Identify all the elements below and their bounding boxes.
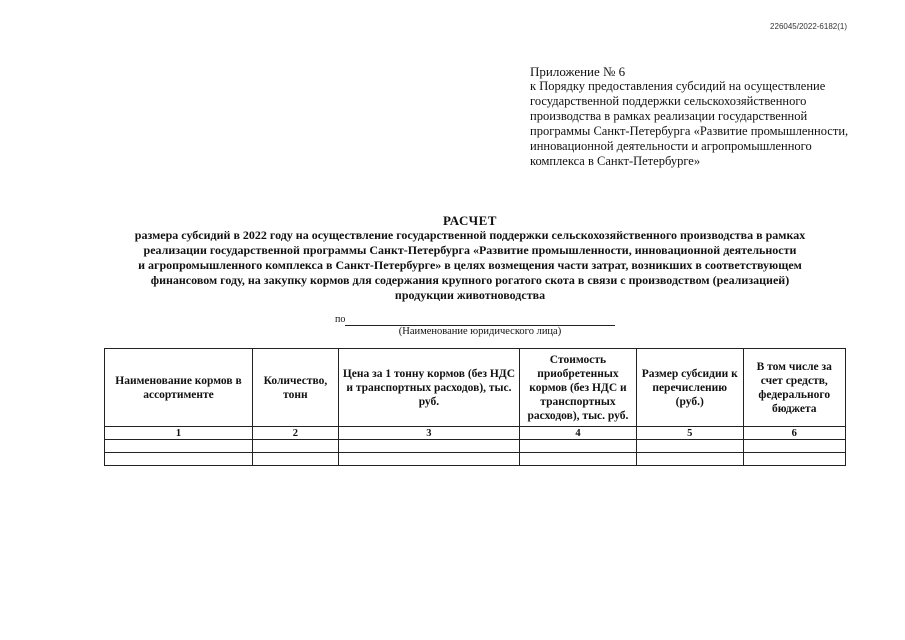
table-cell xyxy=(252,440,338,453)
column-index: 2 xyxy=(252,427,338,440)
appendix-line: производства в рамках реализации государственной xyxy=(530,109,808,123)
header-price-per-ton: Цена за 1 тонну кормов (без НДС и транспортных расходов), тыс. руб. xyxy=(338,349,519,427)
organization-field xyxy=(335,314,625,344)
title-line: реализации государственной программы Санкт-Петербурга «Развитие промышленности, инновационной деятельности xyxy=(143,243,797,257)
header-quantity: Количество, тонн xyxy=(252,349,338,427)
table-cell xyxy=(743,440,845,453)
appendix-header xyxy=(530,64,875,169)
column-index: 4 xyxy=(519,427,636,440)
table-header-row xyxy=(105,349,846,427)
table-cell xyxy=(338,453,519,466)
document-title xyxy=(98,213,842,303)
calculation-table xyxy=(104,348,846,466)
title-line: финансовом году, на закупку кормов для содержания крупного рогатого скота в связи с производством (реализацией) xyxy=(150,273,790,287)
table-index-row xyxy=(105,427,846,440)
column-index: 3 xyxy=(338,427,519,440)
organization-caption: (Наименование юридического лица) xyxy=(398,326,562,337)
title-line: продукции животноводства xyxy=(394,288,546,302)
table-cell xyxy=(636,440,743,453)
table-cell xyxy=(105,453,253,466)
appendix-line: государственной поддержки сельскохозяйственного xyxy=(530,94,807,108)
appendix-line: инновационной деятельности и агропромышленного xyxy=(530,139,812,153)
table-cell xyxy=(338,440,519,453)
title-line: и агропромышленного комплекса в Санкт-Петербурге» в целях возмещения части затрат, возникших в соответствующем xyxy=(138,258,802,272)
document-registration-number: 226045/2022-6182(1) xyxy=(770,22,847,31)
table-cell xyxy=(105,440,253,453)
column-index: 1 xyxy=(105,427,253,440)
header-federal-share: В том числе за счет средств, федерального бюджета xyxy=(743,349,845,427)
appendix-number: Приложение № 6 xyxy=(530,64,626,79)
table-cell xyxy=(252,453,338,466)
table-cell xyxy=(743,453,845,466)
title-line: размера субсидий в 2022 году на осуществление государственной поддержки сельскохозяйственного производства в рамках xyxy=(134,228,806,242)
table-row xyxy=(105,440,846,453)
column-index: 6 xyxy=(743,427,845,440)
table-cell xyxy=(636,453,743,466)
header-subsidy-amount: Размер субсидии к перечислению (руб.) xyxy=(636,349,743,427)
table-cell xyxy=(519,440,636,453)
column-index: 5 xyxy=(636,427,743,440)
appendix-line: комплекса в Санкт-Петербурге» xyxy=(530,154,701,168)
appendix-line: программы Санкт-Петербурга «Развитие промышленности, xyxy=(530,124,849,138)
appendix-line: к Порядку предоставления субсидий на осуществление xyxy=(530,79,826,93)
organization-prefix: по xyxy=(335,314,346,325)
title-main: РАСЧЕТ xyxy=(443,213,497,228)
table-row xyxy=(105,453,846,466)
table-cell xyxy=(519,453,636,466)
header-feed-name: Наименование кормов в ассортименте xyxy=(105,349,253,427)
header-cost: Стоимость приобретенных кормов (без НДС и транспортных расходов), тыс. руб. xyxy=(519,349,636,427)
